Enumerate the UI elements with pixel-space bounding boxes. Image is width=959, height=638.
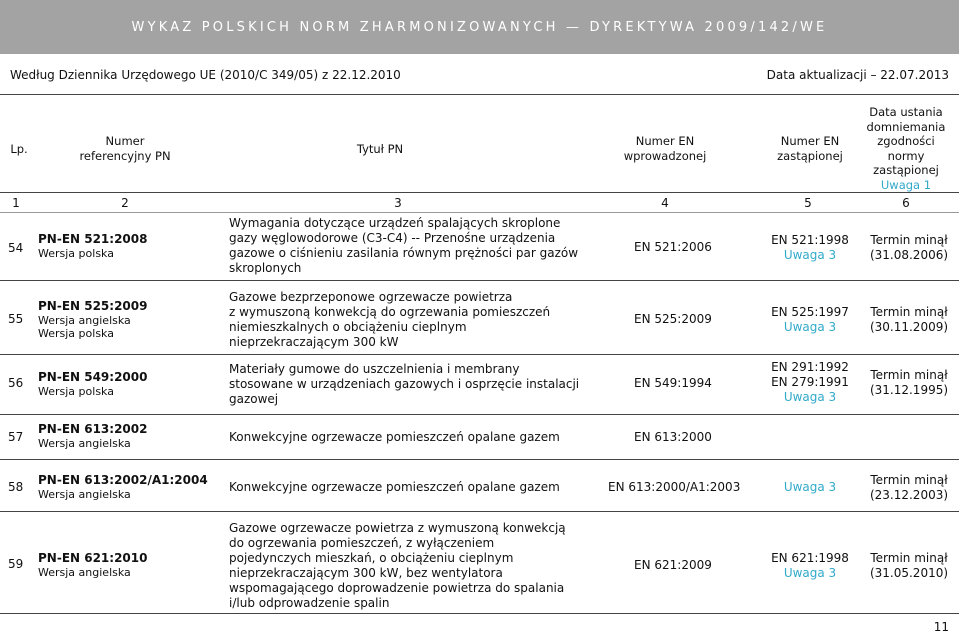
row-replaced: EN 521:1998 Uwaga 3 bbox=[765, 233, 855, 263]
table-row bbox=[0, 416, 959, 456]
row-pn: PN-EN 613:2002/A1:2004 Wersja angielska bbox=[38, 473, 208, 501]
row-pn: PN-EN 521:2008 Wersja polska bbox=[38, 232, 148, 260]
row-divider bbox=[0, 354, 959, 355]
table-row bbox=[0, 214, 959, 280]
row-lp: 59 bbox=[8, 557, 24, 571]
row-lp: 56 bbox=[8, 376, 24, 390]
row-en: EN 613:2000 bbox=[634, 430, 712, 444]
colnum-2: 2 bbox=[121, 196, 129, 210]
colnum-1: 1 bbox=[12, 196, 20, 210]
row-uwaga-note: Uwaga 3 bbox=[783, 566, 837, 580]
row-en: EN 621:2009 bbox=[634, 558, 712, 572]
row-en: EN 549:1994 bbox=[634, 376, 712, 390]
row-uwaga-note: Uwaga 3 bbox=[783, 248, 837, 262]
row-pn: PN-EN 613:2002 Wersja angielska bbox=[38, 422, 148, 450]
update-date: Data aktualizacji – 22.07.2013 bbox=[766, 68, 949, 82]
row-divider bbox=[0, 280, 959, 281]
row-lp: 54 bbox=[8, 241, 24, 255]
subheader bbox=[10, 68, 949, 84]
row-lp: 57 bbox=[8, 430, 24, 444]
row-date: Termin minął (31.05.2010) bbox=[869, 551, 949, 580]
row-title: Konwekcyjne ogrzewacze pomieszczeń opalane gazem bbox=[229, 430, 560, 444]
row-replaced: EN 525:1997 Uwaga 3 bbox=[765, 305, 855, 335]
page-number: 11 bbox=[933, 620, 949, 634]
table-row bbox=[0, 461, 959, 511]
row-divider bbox=[0, 459, 959, 460]
subheader-divider bbox=[0, 94, 959, 95]
table-row bbox=[0, 282, 959, 354]
row-date: Termin minął (31.08.2006) bbox=[869, 233, 949, 262]
row-date: Termin minął (30.11.2009) bbox=[869, 305, 949, 334]
header-lp: Lp. bbox=[10, 142, 28, 156]
header-data: Data ustania domniemania zgodności normy zastąpionej Uwaga 1 bbox=[858, 105, 954, 192]
row-divider bbox=[0, 511, 959, 512]
document-title: WYKAZ POLSKICH NORM ZHARMONIZOWANYCH — DYREKTYWA 2009/142/WE bbox=[131, 19, 828, 35]
header-numer-ref: Numer referencyjny PN bbox=[79, 134, 171, 163]
row-title: Wymagania dotyczące urządzeń spalających skroplone gazy węglowodorowe (C3-C4) -- Przenośne urządzenia gazowe o ciśnieniu zasilania równym prężności par gazów skroplonych bbox=[229, 216, 579, 275]
table-row bbox=[0, 513, 959, 613]
row-title: Gazowe bezprzeponowe ogrzewacze powietrza z wymuszoną konwekcją do ogrzewania pomieszczeń niemieszkalnych o obciążeniu cieplnym nieprzekraczającym 300 kW bbox=[229, 290, 551, 349]
row-title: Materiały gumowe do uszczelnienia i membrany stosowane w urządzeniach gazowych i osprzęcie instalacji gazowej bbox=[229, 362, 580, 406]
row-pn: PN-EN 621:2010 Wersja angielska bbox=[38, 551, 148, 579]
row-pn: PN-EN 525:2009 Wersja angielska Wersja polska bbox=[38, 299, 148, 340]
row-uwaga-note: Uwaga 3 bbox=[783, 320, 837, 334]
row-en: EN 613:2000/A1:2003 bbox=[608, 480, 741, 494]
colnum-6: 6 bbox=[902, 196, 910, 210]
row-lp: 55 bbox=[8, 312, 24, 326]
header-uwaga-note: Uwaga 1 bbox=[880, 177, 932, 192]
row-en: EN 521:2006 bbox=[634, 240, 712, 254]
row-date: Termin minął (31.12.1995) bbox=[869, 368, 949, 397]
header-numer-zast: Numer EN zastąpionej bbox=[777, 134, 843, 163]
row-divider bbox=[0, 414, 959, 415]
header-numer-en: Numer EN wprowadzonej bbox=[623, 134, 707, 163]
table-row bbox=[0, 356, 959, 414]
row-date: Termin minął (23.12.2003) bbox=[869, 473, 949, 502]
title-banner bbox=[0, 0, 959, 54]
row-replaced: EN 621:1998 Uwaga 3 bbox=[765, 551, 855, 581]
row-replaced: EN 291:1992 EN 279:1991 Uwaga 3 bbox=[765, 360, 855, 405]
header-tytul: Tytuł PN bbox=[356, 142, 404, 156]
row-title: Konwekcyjne ogrzewacze pomieszczeń opalane gazem bbox=[229, 480, 560, 494]
colnum-5: 5 bbox=[804, 196, 812, 210]
colnum-3: 3 bbox=[394, 196, 402, 210]
row-title: Gazowe ogrzewacze powietrza z wymuszoną konwekcją do ogrzewania pomieszczeń, z wyłączeniem pojedynczych mieszkań, o obciążeniu cieplnym nieprzekraczającym 300 kW, bez wentylatora wspomagającego doprowadzenie powietrza do spalania i/lub odprowadzenie spalin bbox=[229, 521, 566, 610]
row-uwaga-note: Uwaga 3 bbox=[783, 480, 837, 494]
header-divider bbox=[0, 192, 959, 193]
row-uwaga-note: Uwaga 3 bbox=[783, 390, 837, 404]
colnum-4: 4 bbox=[661, 196, 669, 210]
row-lp: 58 bbox=[8, 480, 24, 494]
row-divider bbox=[0, 613, 959, 614]
source-reference: Według Dziennika Urzędowego UE (2010/C 349/05) z 22.12.2010 bbox=[10, 68, 401, 82]
colnum-divider bbox=[0, 212, 959, 213]
row-en: EN 525:2009 bbox=[634, 312, 712, 326]
row-pn: PN-EN 549:2000 Wersja polska bbox=[38, 370, 148, 398]
